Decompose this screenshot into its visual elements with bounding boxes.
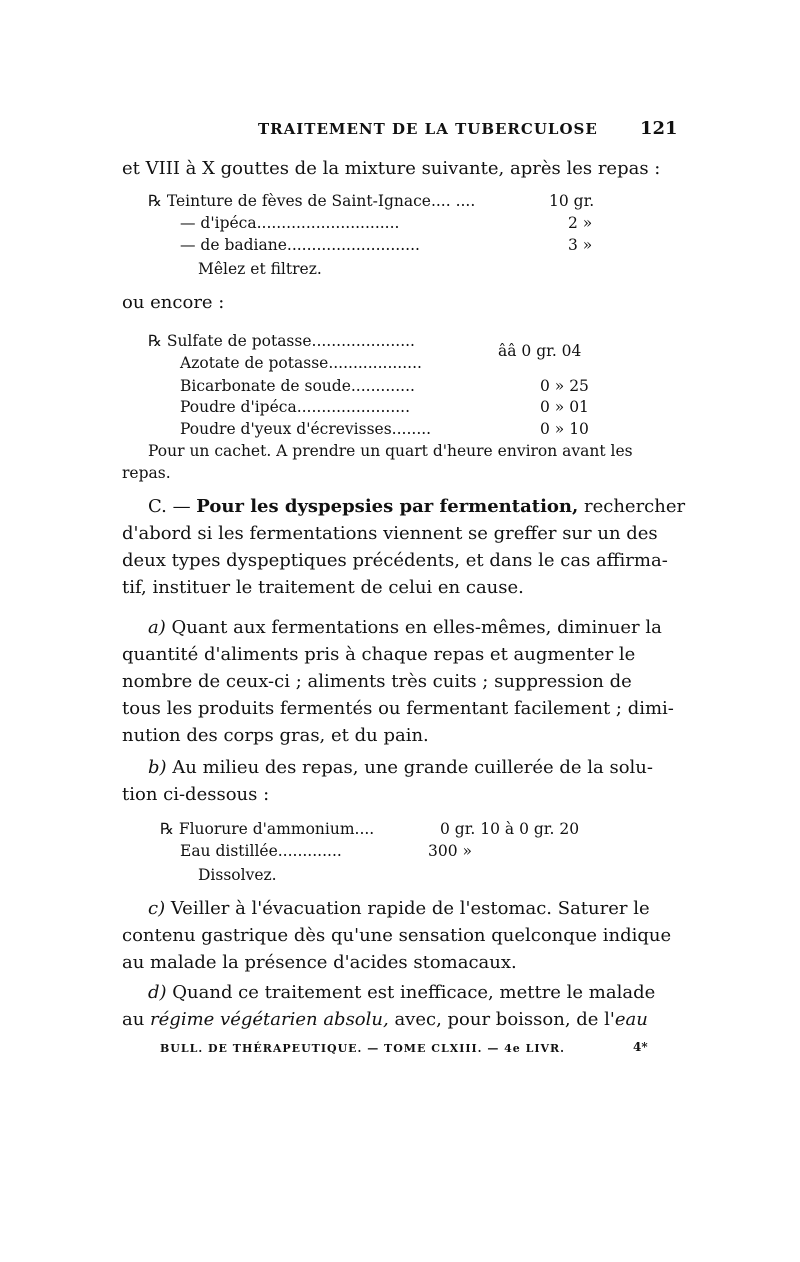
text-line: repas.	[122, 464, 171, 482]
item-letter: b)	[148, 757, 167, 778]
text-span: Veiller à l'évacuation rapide de l'estomac. Saturer le	[165, 898, 650, 919]
footer-citation: BULL. DE THÉRAPEUTIQUE. — TOME CLXIII. — 4e LIVR.	[160, 1042, 566, 1055]
section-heading: Pour les dyspepsies par fermentation,	[196, 496, 579, 517]
text-line	[148, 617, 662, 638]
recipe-line: Poudre d'yeux d'écrevisses........	[180, 420, 432, 438]
text-line	[148, 496, 685, 517]
recipe-line: Bicarbonate de soude.............	[180, 377, 415, 395]
page-number: 121	[640, 118, 678, 139]
text-line: tous les produits fermentés ou fermentant facilement ; dimi-	[122, 698, 674, 719]
text-line: tif, instituer le traitement de celui en cause.	[122, 577, 524, 598]
recipe-line: ℞ Fluorure d'ammonium....	[160, 820, 375, 838]
text-line: Pour un cachet. A prendre un quart d'heure environ avant les	[148, 442, 633, 460]
text-line	[148, 898, 650, 919]
text-line	[122, 1009, 648, 1030]
recipe-value: 0 gr. 10 à 0 gr. 20	[440, 820, 580, 838]
recipe-value: 3 »	[568, 236, 593, 254]
recipe-value: 0 » 25	[540, 377, 589, 395]
recipe-value: 2 »	[568, 214, 593, 232]
header-title: TRAITEMENT DE LA TUBERCULOSE	[258, 120, 598, 138]
text-line: contenu gastrique dès qu'une sensation quelconque indique	[122, 925, 672, 946]
text-line: au malade la présence d'acides stomacaux.	[122, 952, 517, 973]
italic-phrase: eau	[614, 1009, 648, 1030]
recipe-line: ℞ Sulfate de potasse.....................	[148, 332, 415, 350]
recipe-instruction: Dissolvez.	[198, 866, 277, 884]
text-line: nution des corps gras, et du pain.	[122, 725, 429, 746]
text-span: rechercher	[578, 496, 686, 517]
text-line: deux types dyspeptiques précédents, et dans le cas affirma-	[122, 550, 668, 571]
recipe-value: 0 » 10	[540, 420, 589, 438]
recipe-value: 0 » 01	[540, 398, 589, 416]
item-letter: c)	[148, 898, 166, 919]
text-span: avec, pour boisson, de l'	[388, 1009, 615, 1030]
text-line: et VIII à X gouttes de la mixture suivante, après les repas :	[122, 158, 661, 179]
recipe-instruction: Mêlez et filtrez.	[198, 260, 322, 278]
text-span: Quand ce traitement est inefficace, mettre le malade	[166, 982, 656, 1003]
text-line: ou encore :	[122, 292, 225, 313]
text-span: au	[122, 1009, 151, 1030]
recipe-line: ℞ Teinture de fèves de Saint-Ignace.... ....	[148, 192, 476, 210]
item-letter: d)	[148, 982, 167, 1003]
text-span: Quant aux fermentations en elles-mêmes, diminuer la	[165, 617, 662, 638]
recipe-line: Poudre d'ipéca.......................	[180, 398, 411, 416]
item-letter: a)	[148, 617, 166, 638]
recipe-line: Azotate de potasse...................	[180, 354, 422, 372]
recipe-line: — de badiane...........................	[180, 236, 420, 254]
text-line	[148, 757, 653, 778]
recipe-value: 300 »	[428, 842, 472, 860]
section-label: C. —	[148, 496, 197, 517]
text-span: Au milieu des repas, une grande cuillerée de la solu-	[166, 757, 653, 778]
recipe-line: Eau distillée.............	[180, 842, 342, 860]
text-line: d'abord si les fermentations viennent se greffer sur un des	[122, 523, 658, 544]
italic-phrase: régime végétarien absolu,	[150, 1009, 389, 1030]
recipe-line: — d'ipéca.............................	[180, 214, 400, 232]
recipe-value: ââ 0 gr. 04	[498, 342, 582, 360]
text-line: quantité d'aliments pris à chaque repas et augmenter le	[122, 644, 636, 665]
recipe-value: 10 gr.	[549, 192, 595, 210]
text-line: nombre de ceux-ci ; aliments très cuits ; suppression de	[122, 671, 632, 692]
signature-mark: 4*	[633, 1040, 648, 1054]
text-line: tion ci-dessous :	[122, 784, 270, 805]
text-line	[148, 982, 655, 1003]
